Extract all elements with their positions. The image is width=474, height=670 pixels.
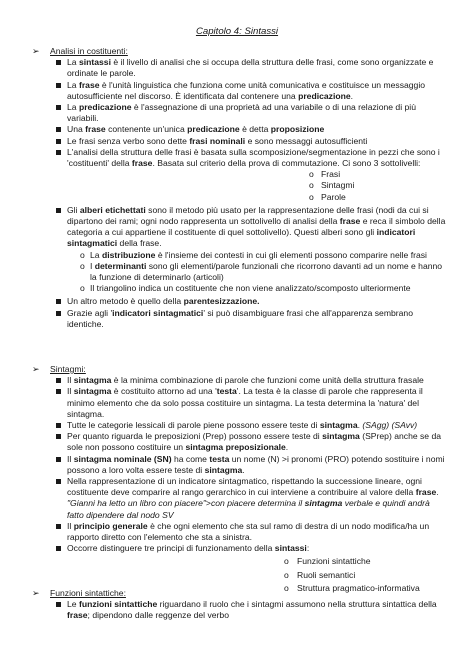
list-item: Il sintagma è la minima combinazione di parole che funzioni come unità della struttura frasale: [32, 375, 446, 386]
circle-bullet-icon: o: [309, 169, 314, 180]
square-bullet-icon: [56, 60, 61, 65]
list-item: Il sintagma è costituito attorno ad una 'testa'. La testa è la classe di parole che rappresenta il minimo elemento che da solo possa costituire un sintagma. La testa determina la 'natura' del sintagma.: [32, 386, 446, 420]
square-bullet-icon: [56, 127, 61, 132]
circle-bullet-icon: o: [80, 249, 85, 260]
square-bullet-icon: [56, 378, 61, 383]
square-bullet-icon: [56, 423, 61, 428]
sub-item: o La distribuzione è l'insieme dei contesti in cui gli elementi possono comparire nelle frasi: [80, 249, 427, 260]
circle-bullet-icon: o: [309, 191, 314, 202]
principle-item: o Funzioni sintattiche: [284, 556, 371, 567]
sub-item: o I determinanti sono gli elementi/parole funzionali che ricorrono davanti ad un nome e hanno la funzione di determinarlo (articoli): [80, 260, 443, 283]
square-bullet-icon: [56, 434, 61, 439]
list-item: Per quanto riguarda le preposizioni (Prep) possono essere teste di sintagma (SPrep) anche se da sole non possono costituire un sintagma preposizionale.: [32, 431, 446, 453]
list-item: La predicazione è l'assegnazione di una proprietà ad una variabile o di una relazione di più variabili.: [32, 102, 446, 124]
section-analisi: [32, 46, 446, 330]
arrow-bullet-icon: ➢: [32, 364, 40, 374]
square-bullet-icon: [56, 83, 61, 88]
section-funzioni: [32, 588, 446, 622]
page-title: Capitolo 4: Sintassi: [195, 26, 279, 37]
arrow-bullet-icon: ➢: [32, 588, 40, 598]
circle-bullet-icon: o: [284, 569, 289, 580]
list-item: Il principio generale è che ogni elemento che sta sul ramo di destra di un nodo modifica/ha un rapporto diretto con l'elemento che sta a sinistra.: [32, 521, 446, 543]
arrow-bullet-icon: ➢: [32, 46, 40, 56]
list-item: La frase è l'unità linguistica che funziona come unità comunicativa e costituisce un messaggio autosufficiente nel discorso. È identificata dal contenere una predicazione.: [32, 80, 446, 102]
square-bullet-icon: [56, 311, 61, 316]
principle-item: o Ruoli semantici: [284, 569, 356, 580]
square-bullet-icon: [56, 150, 61, 155]
list-item: Il sintagma nominale (SN) ha come testa un nome (N) >i pronomi (PRO) potendo sostituire i nomi possono a loro volta essere teste di sintagma.: [32, 454, 446, 476]
square-bullet-icon: [56, 139, 61, 144]
section-sintagmi: [32, 364, 446, 594]
circle-bullet-icon: o: [80, 283, 85, 294]
list-item: Nella rappresentazione di un indicatore sintagmatico, rispettando la successione lineare, ogni costituente deve comparire al rango gerarchico in cui interviene a contribuire al valore della frase. "Gianni ha letto un libro con piacere">con piacere determina il sintagma verbale e quindi andrà fatto dipendere dal nodo SV: [32, 476, 446, 521]
section-heading: ➢ Sintagmi:: [32, 364, 86, 374]
square-bullet-icon: [56, 457, 61, 462]
sublevel-item: o Parole: [309, 191, 346, 202]
list-item: Una frase contenente un'unica predicazione è detta proposizione: [32, 124, 446, 135]
list-item: Le funzioni sintattiche riguardano il ruolo che i sintagmi assumono nella struttura sintattica della frase; dipendono dalle reggenze del verbo: [32, 599, 446, 621]
circle-bullet-icon: o: [284, 582, 289, 593]
list-item: Gli alberi etichettati sono il metodo più usato per la rappresentazione delle frasi (nodi da cui si dipartono dei rami; ogni nodo rappresenta un sottolivello di analisi della frase e reca il simbolo della categoria a cui appartiene il costituente di quel sottolivello). Questi alberi sono gli indicatori sintagmatici della frase.: [32, 205, 446, 250]
list-item: Grazie agli 'indicatori sintagmatici' si può disambiguare frasi che all'apparenza sembrano identiche.: [32, 308, 446, 330]
square-bullet-icon: [56, 524, 61, 529]
square-bullet-icon: [56, 602, 61, 607]
list-item: Occorre distinguere tre principi di funzionamento della sintassi:: [32, 543, 446, 554]
principle-item: o Struttura pragmatico-informativa: [284, 582, 420, 593]
list-item: Un altro metodo è quello della parentesizzazione.: [32, 296, 446, 307]
sublevel-item: o Frasi: [309, 169, 341, 180]
section-heading: ➢ Funzioni sintattiche:: [32, 588, 126, 598]
square-bullet-icon: [56, 208, 61, 213]
list-item: Le frasi senza verbo sono dette frasi nominali e sono messaggi autosufficienti: [32, 136, 446, 147]
sublevel-item: o Sintagmi: [309, 180, 355, 191]
list-item: L'analisi della struttura delle frasi è basata sulla scomposizione/segmentazione in pezzi che sono i 'costituenti' della frase. Basata sul criterio della prova di commutazione. Ci sono 3 sottolivelli:: [32, 147, 446, 169]
square-bullet-icon: [56, 389, 61, 394]
sub-item: o Il triangolino indica un costituente che non viene analizzato/scomposto ulteriormente: [80, 283, 411, 294]
section-heading: ➢ Analisi in costituenti:: [32, 46, 128, 56]
square-bullet-icon: [56, 479, 61, 484]
list-item: Tutte le categorie lessicali di parole piene possono essere teste di sintagma. (SAgg) (SAvv): [32, 420, 446, 431]
circle-bullet-icon: o: [284, 556, 289, 567]
square-bullet-icon: [56, 105, 61, 110]
square-bullet-icon: [56, 299, 61, 304]
circle-bullet-icon: o: [309, 180, 314, 191]
circle-bullet-icon: o: [80, 260, 85, 271]
list-item: La sintassi è il livello di analisi che si occupa della struttura delle frasi, come sono organizzate e ordinate le parole.: [32, 57, 446, 79]
square-bullet-icon: [56, 546, 61, 551]
